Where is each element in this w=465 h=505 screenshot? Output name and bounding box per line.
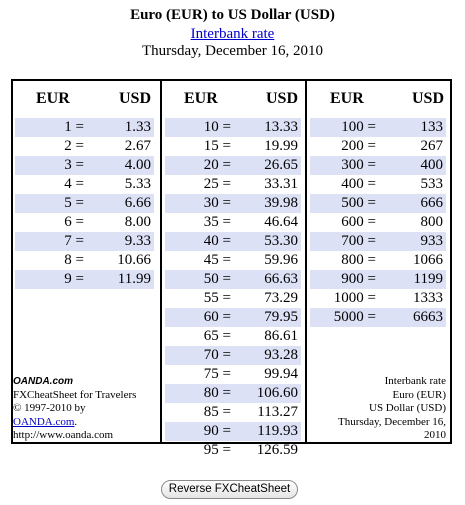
table-row: [165, 118, 301, 137]
eur-header: EUR: [36, 90, 70, 107]
usd-amount: 11.99: [117, 271, 151, 287]
eur-amount: 3 =: [64, 157, 84, 173]
usd-amount: 1199: [413, 271, 443, 287]
eur-amount: 15 =: [203, 138, 231, 154]
usd-amount: 33.31: [264, 176, 298, 192]
cheat-sheet-table: [11, 79, 452, 458]
footer-rate-type: Interbank rate: [384, 375, 446, 387]
table-row: [15, 137, 154, 156]
table-row: [165, 289, 301, 308]
usd-amount: 933: [420, 233, 443, 249]
footer-right: [338, 375, 446, 443]
table-row: [165, 194, 301, 213]
table-row: [15, 251, 154, 270]
rate-rows: [15, 118, 154, 289]
eur-amount: 95 =: [203, 442, 231, 458]
usd-amount: 9.33: [124, 233, 151, 249]
oanda-link-line: [13, 416, 136, 430]
table-row: [310, 156, 446, 175]
eur-amount: 300 =: [341, 157, 376, 173]
table-row: [165, 137, 301, 156]
usd-amount: 1.33: [124, 119, 151, 135]
table-row: [165, 384, 301, 403]
table-row: [165, 308, 301, 327]
oanda-link[interactable]: OANDA.com: [13, 415, 75, 428]
usd-amount: 19.99: [264, 138, 298, 154]
usd-amount: 6.66: [124, 195, 151, 211]
usd-amount: 66.63: [264, 271, 298, 287]
table-row: [165, 365, 301, 384]
eur-amount: 35 =: [203, 214, 231, 230]
eur-header: EUR: [184, 90, 218, 107]
table-row: [165, 175, 301, 194]
usd-amount: 8.00: [124, 214, 151, 230]
table-row: [165, 270, 301, 289]
oanda-url: http://www.oanda.com: [13, 429, 114, 442]
table-row: [310, 270, 446, 289]
table-row: [310, 175, 446, 194]
usd-amount: 73.29: [264, 290, 298, 306]
usd-amount: 13.33: [264, 119, 298, 135]
table-row: [15, 213, 154, 232]
eur-amount: 25 =: [203, 176, 231, 192]
table-column-3: [305, 81, 450, 442]
eur-amount: 100 =: [341, 119, 376, 135]
eur-amount: 75 =: [203, 366, 231, 382]
footer-to-currency: US Dollar (USD): [369, 402, 446, 415]
rate-date: Thursday, December 16, 2010: [141, 43, 324, 59]
table-row: [165, 213, 301, 232]
eur-amount: 9 =: [64, 271, 84, 287]
eur-amount: 50 =: [203, 271, 231, 287]
footer-left: [13, 375, 136, 443]
eur-amount: 5000 =: [333, 309, 376, 325]
eur-amount: 6 =: [64, 214, 84, 230]
eur-amount: 80 =: [203, 385, 231, 401]
usd-amount: 119.93: [257, 423, 298, 439]
usd-amount: 106.60: [256, 385, 298, 401]
table-row: [15, 194, 154, 213]
eur-amount: 200 =: [341, 138, 376, 154]
table-row: [165, 327, 301, 346]
eur-amount: 600 =: [341, 214, 376, 230]
table-row: [15, 118, 154, 137]
usd-amount: 46.64: [264, 214, 298, 230]
eur-amount: 8 =: [64, 252, 84, 268]
usd-amount: 2.67: [124, 138, 151, 154]
table-column-1: [13, 81, 160, 442]
usd-amount: 666: [420, 195, 443, 211]
usd-amount: 79.95: [264, 309, 298, 325]
table-row: [15, 232, 154, 251]
rate-rows: [165, 118, 301, 460]
table-row: [310, 137, 446, 156]
eur-amount: 1 =: [64, 119, 84, 135]
usd-amount: 1333: [413, 290, 443, 306]
table-row: [15, 156, 154, 175]
eur-amount: 800 =: [341, 252, 376, 268]
table-row: [310, 213, 446, 232]
footer-date: Thursday, December 16,: [337, 415, 446, 428]
eur-amount: 65 =: [203, 328, 231, 344]
usd-amount: 59.96: [264, 252, 298, 268]
usd-amount: 267: [420, 138, 443, 154]
table-row: [310, 251, 446, 270]
usd-amount: 4.00: [124, 157, 151, 173]
eur-amount: 900 =: [341, 271, 376, 287]
table-row: [15, 175, 154, 194]
usd-amount: 533: [420, 176, 443, 192]
page-title: Euro (EUR) to US Dollar (USD): [130, 7, 335, 23]
eur-amount: 55 =: [203, 290, 231, 306]
eur-amount: 85 =: [203, 404, 231, 420]
eur-amount: 30 =: [203, 195, 231, 211]
oanda-logo: OANDA.com: [13, 376, 74, 387]
usd-header: USD: [118, 90, 151, 107]
usd-amount: 5.33: [124, 176, 151, 192]
eur-amount: 7 =: [64, 233, 84, 249]
eur-amount: 700 =: [341, 233, 376, 249]
table-column-2: [160, 81, 305, 458]
eur-amount: 400 =: [341, 176, 376, 192]
eur-amount: 90 =: [203, 423, 231, 439]
footer-text: FXCheatSheet for Travelers: [13, 388, 137, 401]
footer-from-currency: Euro (EUR): [392, 388, 446, 401]
table-row: [165, 232, 301, 251]
usd-header: USD: [411, 90, 444, 107]
eur-amount: 20 =: [203, 157, 231, 173]
eur-amount: 10 =: [203, 119, 231, 135]
eur-amount: 40 =: [203, 233, 231, 249]
eur-amount: 1000 =: [333, 290, 376, 306]
link-suffix: .: [74, 415, 78, 428]
usd-amount: 1066: [413, 252, 443, 268]
eur-header: EUR: [330, 90, 364, 107]
table-row: [165, 403, 301, 422]
eur-amount: 500 =: [341, 195, 376, 211]
eur-amount: 60 =: [203, 309, 231, 325]
usd-amount: 53.30: [264, 233, 298, 249]
table-row: [310, 232, 446, 251]
usd-amount: 6663: [413, 309, 443, 325]
eur-amount: 2 =: [64, 138, 84, 154]
eur-amount: 5 =: [64, 195, 84, 211]
usd-amount: 86.61: [264, 328, 298, 344]
usd-amount: 26.65: [264, 157, 298, 173]
table-row: [165, 441, 301, 460]
usd-header: USD: [265, 90, 298, 107]
table-row: [165, 156, 301, 175]
usd-amount: 133: [420, 119, 443, 135]
usd-amount: 800: [420, 214, 443, 230]
usd-amount: 400: [420, 157, 443, 173]
usd-amount: 126.59: [256, 442, 298, 458]
eur-amount: 45 =: [203, 252, 231, 268]
footer-year: 2010: [424, 429, 446, 442]
table-row: [165, 422, 301, 441]
column-header: [307, 90, 450, 110]
interbank-rate-link[interactable]: Interbank rate: [190, 26, 275, 42]
table-row: [310, 308, 446, 327]
usd-amount: 99.94: [264, 366, 298, 382]
column-header: [13, 90, 160, 110]
usd-amount: 10.66: [117, 252, 151, 268]
table-row: [310, 194, 446, 213]
usd-amount: 39.98: [264, 195, 298, 211]
rate-rows: [310, 118, 446, 327]
reverse-cheatsheet-button[interactable]: Reverse FXCheatSheet: [161, 480, 298, 499]
usd-amount: 113.27: [257, 404, 298, 420]
table-row: [165, 346, 301, 365]
copyright-text: © 1997-2010 by: [13, 402, 86, 415]
column-header: [162, 90, 305, 110]
table-row: [15, 270, 154, 289]
usd-amount: 93.28: [264, 347, 298, 363]
table-row: [310, 289, 446, 308]
eur-amount: 4 =: [64, 176, 84, 192]
eur-amount: 70 =: [203, 347, 231, 363]
table-row: [165, 251, 301, 270]
table-row: [310, 118, 446, 137]
